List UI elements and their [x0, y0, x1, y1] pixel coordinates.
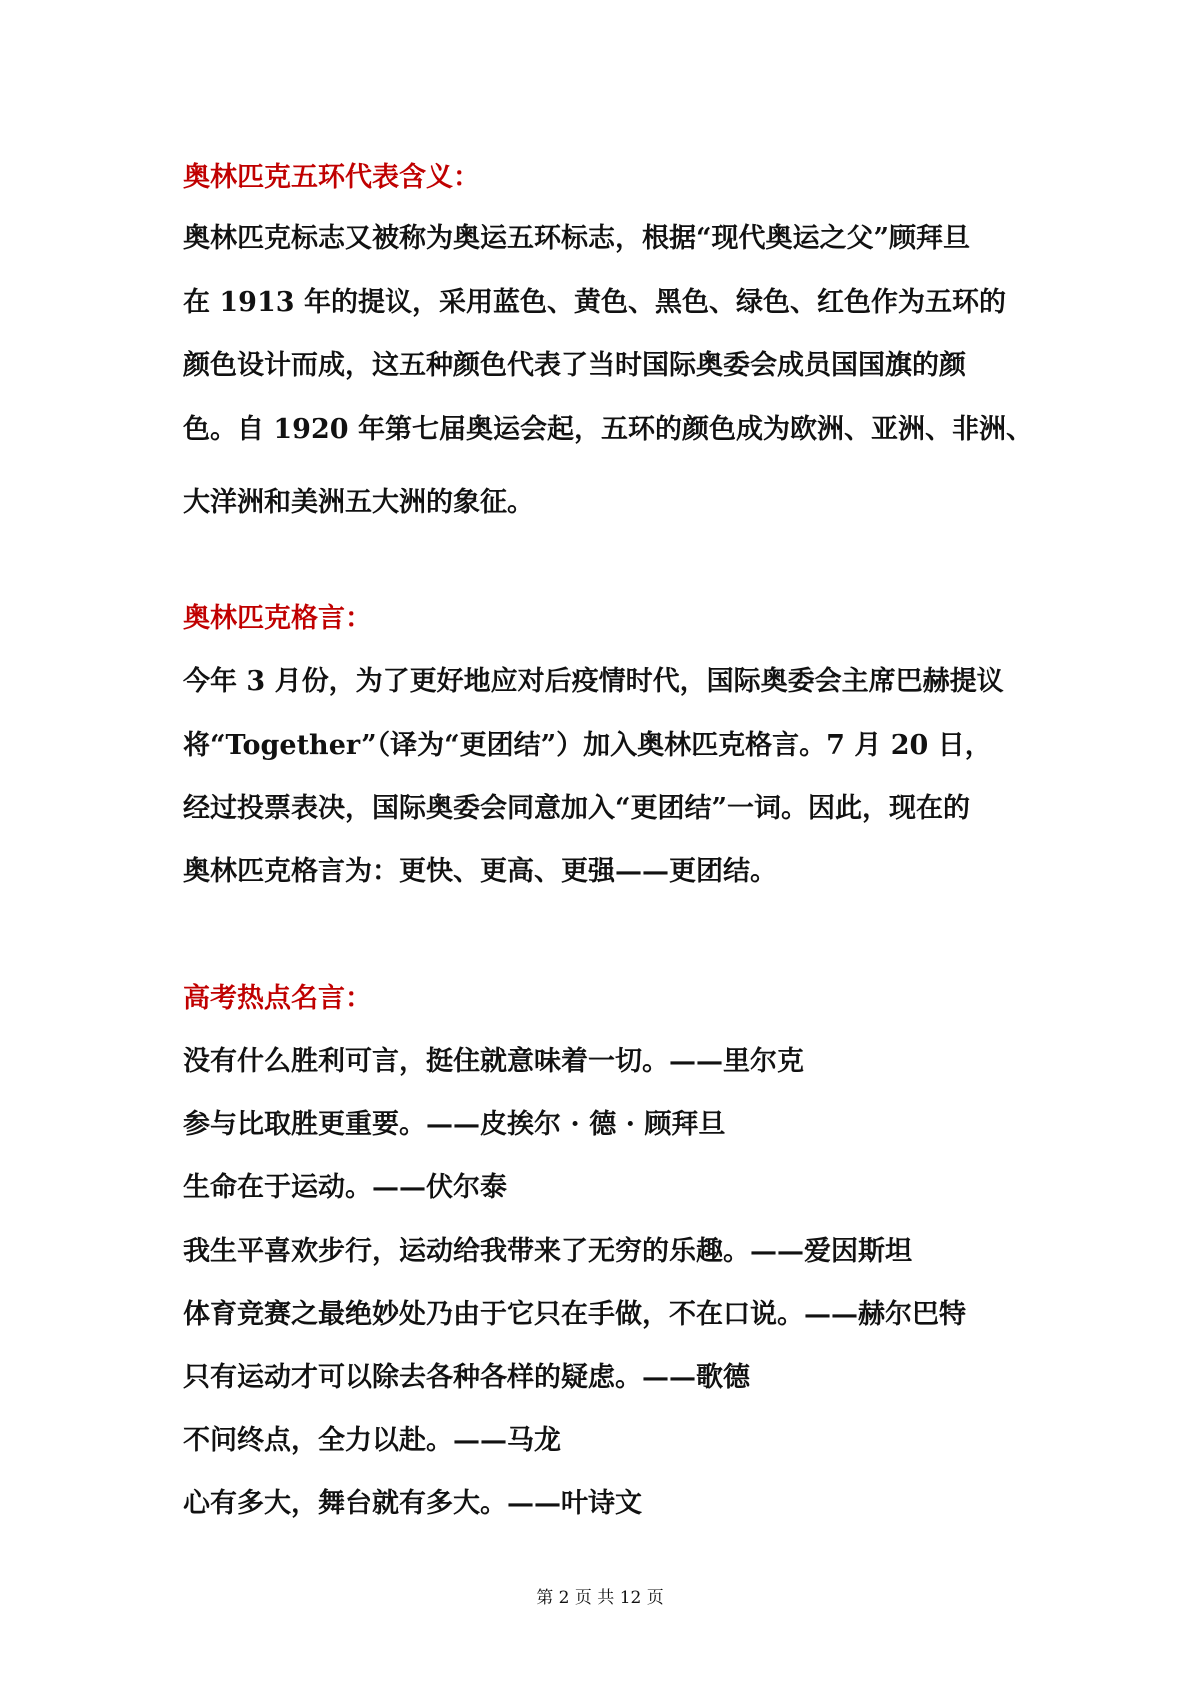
quote-line: 我生平喜欢步行，运动给我带来了无穷的乐趣。——爱因斯坦: [183, 1236, 912, 1267]
quote-line: 没有什么胜利可言，挺住就意味着一切。——里尔克: [183, 1046, 804, 1077]
page-number-footer: 第 2 页 共 12 页: [536, 1588, 664, 1608]
quote-line: 参与比取胜更重要。——皮挨尔 · 德 · 顾拜旦: [183, 1109, 726, 1140]
quote-line: 不问终点，全力以赴。——马龙: [183, 1425, 561, 1456]
paragraph-line: 奥林匹克格言为：更快、更高、更强——更团结。: [183, 856, 777, 887]
paragraph-line: 奥林匹克标志又被称为奥运五环标志，根据“现代奥运之父”顾拜旦: [183, 223, 971, 254]
quote-line: 生命在于运动。——伏尔泰: [183, 1172, 507, 1203]
paragraph-line: 在 1913 年的提议，采用蓝色、黄色、黑色、绿色、红色作为五环的: [183, 287, 1006, 318]
paragraph-line: 将“Together”（译为“更团结”）加入奥林匹克格言。7 月 20 日，: [183, 730, 992, 761]
quote-line: 体育竞赛之最绝妙处乃由于它只在手做，不在口说。——赫尔巴特: [183, 1299, 966, 1330]
paragraph-line: 经过投票表决，国际奥委会同意加入“更团结”一词。因此，现在的: [183, 793, 971, 824]
paragraph-line: 色。自 1920 年第七届奥运会起，五环的颜色成为欧洲、亚洲、非洲、: [183, 414, 1033, 445]
quote-line: 心有多大，舞台就有多大。——叶诗文: [183, 1488, 642, 1519]
quote-line: 只有运动才可以除去各种各样的疑虑。——歌德: [183, 1362, 750, 1393]
section-heading-famous-quotes: 高考热点名言：: [183, 983, 372, 1014]
paragraph-line: 颜色设计而成，这五种颜色代表了当时国际奥委会成员国国旗的颜: [183, 350, 966, 381]
section-heading-olympic-rings: 奥林匹克五环代表含义：: [183, 162, 480, 193]
section-heading-olympic-motto: 奥林匹克格言：: [183, 603, 372, 634]
paragraph-line: 今年 3 月份，为了更好地应对后疫情时代，国际奥委会主席巴赫提议: [183, 666, 1004, 697]
paragraph-line: 大洋洲和美洲五大洲的象征。: [183, 487, 534, 518]
